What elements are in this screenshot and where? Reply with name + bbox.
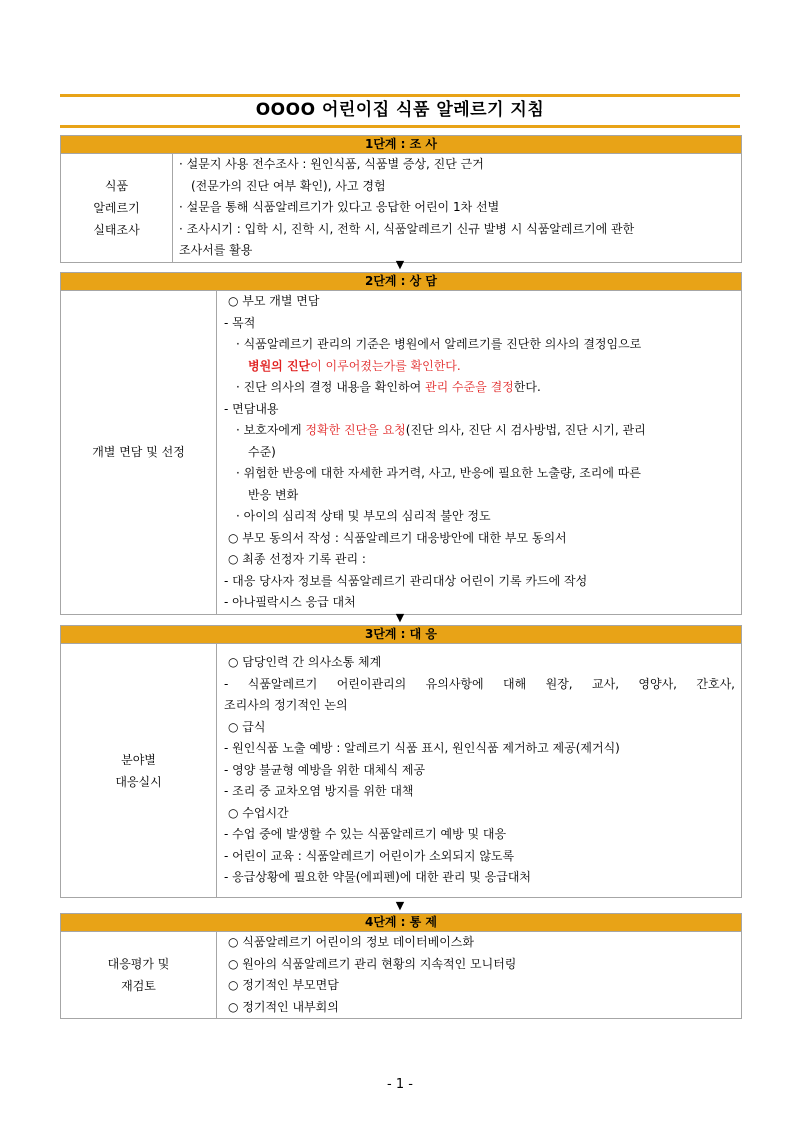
- emphasis-text: 병원의 진단: [248, 358, 311, 373]
- stage2-header: 2단계 : 상 담: [61, 273, 742, 291]
- stage4-line: ○ 정기적인 부모면담: [228, 978, 339, 992]
- stage1-line: (전문가의 진단 여부 확인), 사고 경험: [191, 178, 386, 193]
- stage3-line: - 영양 불균형 예방을 위한 대체식 제공: [224, 762, 426, 777]
- stage2-line: 반응 변화: [248, 487, 299, 502]
- stage3-content: [217, 644, 742, 898]
- stage2-table: [60, 272, 742, 615]
- stage2-line: 병원의 진단이 이루어졌는가를 확인한다.: [248, 358, 461, 373]
- stage4-content: [217, 932, 742, 1019]
- stage1-line: · 조사시기 : 입학 시, 진학 시, 전학 시, 식품알레르기 신규 발병 시 식품알레르기에 관한: [179, 221, 635, 236]
- stage3-line: - 응급상황에 필요한 약물(에피펜)에 대한 관리 및 응급대처: [224, 870, 532, 884]
- stage2-line: · 식품알레르기 관리의 기준은 병원에서 알레르기를 진단한 의사의 결정임으로: [236, 337, 642, 351]
- emphasis-text: 정확한 진단을 요청: [305, 423, 406, 437]
- stage3-header: 3단계 : 대 응: [61, 626, 742, 644]
- flow-arrow-down-icon: ▼: [395, 611, 405, 624]
- page-title: OOOO 어린이집 식품 알레르기 지침: [255, 100, 545, 120]
- stage2-line: - 면담내용: [224, 401, 279, 416]
- stage2-line: · 보호자에게 정확한 진단을 요청(진단 의사, 진단 시 검사방법, 진단 시기, 관리: [236, 423, 646, 437]
- stage2-line: · 진단 의사의 결정 내용을 확인하여 관리 수준을 결정한다.: [236, 380, 541, 394]
- stage4-line: ○ 식품알레르기 어린이의 정보 데이터베이스화: [228, 935, 474, 949]
- stage3-line: - 수업 중에 발생할 수 있는 식품알레르기 예방 및 대응: [224, 827, 507, 841]
- stage1-table: [60, 135, 742, 263]
- stage3-line: 조리사의 정기적인 논의: [224, 698, 348, 712]
- stage4-header: 4단계 : 통 제: [61, 914, 742, 932]
- stage3-line: - 조리 중 교차오염 방지를 위한 대책: [224, 784, 414, 798]
- stage3-line: - 식품알레르기 어린이관리의 유의사항에 대해 원장, 교사, 영양사, 간호사,: [224, 676, 735, 691]
- stage4-line: ○ 원아의 식품알레르기 관리 현황의 지속적인 모니터링: [228, 956, 517, 971]
- stage2-line: · 아이의 심리적 상태 및 부모의 심리적 불안 정도: [236, 509, 491, 523]
- stage1-line: 조사서를 활용: [179, 243, 253, 257]
- stage3-line: ○ 담당인력 간 의사소통 체계: [228, 655, 382, 669]
- stage1-line: · 설문지 사용 전수조사 : 원인식품, 식품별 증상, 진단 근거: [179, 157, 484, 171]
- stage2-line: ○ 부모 동의서 작성 : 식품알레르기 대응방안에 대한 부모 동의서: [228, 530, 567, 545]
- title-bottom-rule: [60, 125, 740, 128]
- stage2-line: ○ 최종 선정자 기록 관리 :: [228, 552, 366, 566]
- stage3-line: - 어린이 교육 : 식품알레르기 어린이가 소외되지 않도록: [224, 848, 515, 863]
- stage3-line: - 원인식품 노출 예방 : 알레르기 식품 표시, 원인식품 제거하고 제공(제거식): [224, 741, 620, 755]
- stage1-label: 식품 알레르기 실태조사: [61, 154, 173, 263]
- stage3-table: [60, 625, 742, 898]
- stage3-label: 분야별 대응실시: [61, 644, 217, 898]
- title-block: [60, 94, 740, 128]
- stage2-line: 수준): [248, 444, 276, 459]
- flow-arrow-down-icon: ▼: [395, 258, 405, 271]
- stage4-label: 대응평가 및 재검토: [61, 932, 217, 1019]
- stage2-line: ○ 부모 개별 면담: [228, 294, 320, 308]
- stage1-content: [173, 154, 742, 263]
- stage4-line: ○ 정기적인 내부회의: [228, 999, 339, 1014]
- stage3-line: ○ 수업시간: [228, 805, 289, 820]
- stage1-line: · 설문을 통해 식품알레르기가 있다고 응답한 어린이 1차 선별: [179, 200, 500, 214]
- page-number: - 1 -: [387, 1077, 413, 1092]
- stage2-line: - 목적: [224, 315, 256, 330]
- stage3-line: ○ 급식: [228, 719, 266, 734]
- flow-arrow-down-icon: ▼: [395, 899, 405, 912]
- stage4-table: [60, 913, 742, 1019]
- stage2-line: · 위험한 반응에 대한 자세한 과거력, 사고, 반응에 필요한 노출량, 조리에 따른: [236, 466, 641, 480]
- stage2-line: - 대응 당사자 정보를 식품알레르기 관리대상 어린이 기록 카드에 작성: [224, 573, 588, 588]
- stage1-header: 1단계 : 조 사: [61, 136, 742, 154]
- stage2-label: 개별 면담 및 선정: [61, 291, 217, 615]
- stage2-line: - 아나필락시스 응급 대처: [224, 595, 356, 609]
- stage2-content: [217, 291, 742, 615]
- emphasis-text: 관리 수준을 결정: [425, 380, 514, 394]
